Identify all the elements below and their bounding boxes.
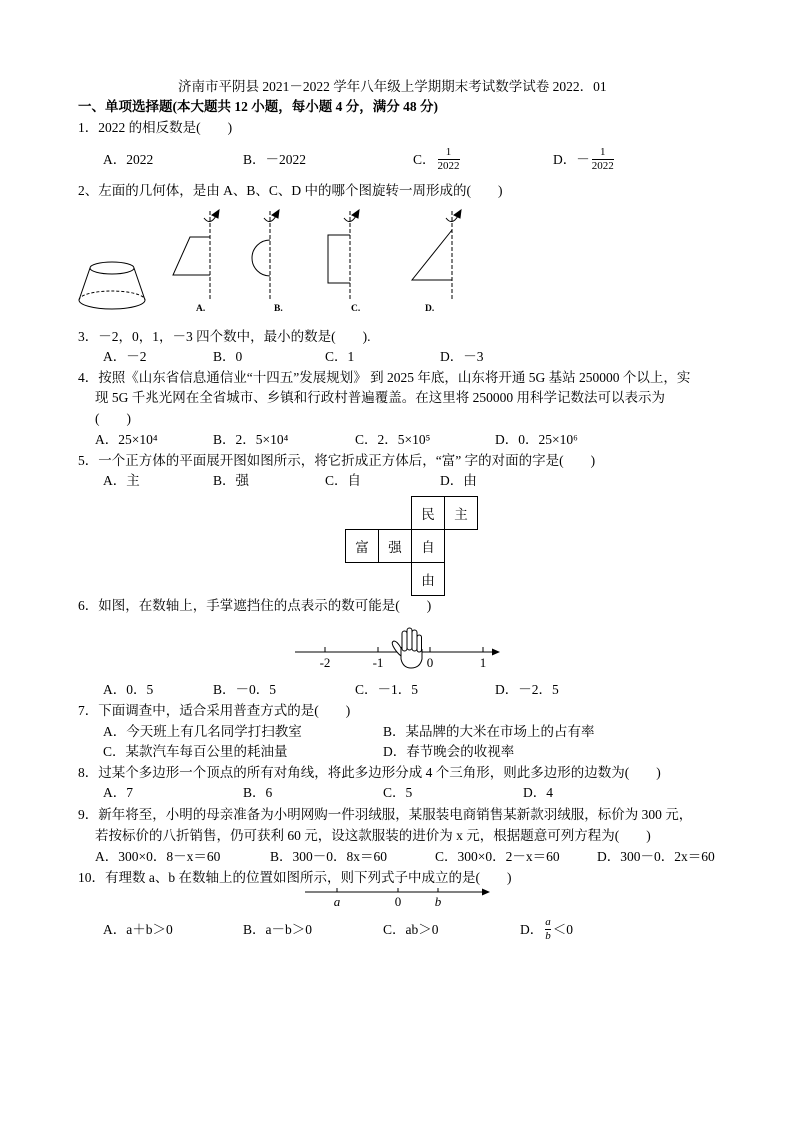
q6-option-c: C．－1．5	[355, 682, 419, 697]
frustum-right-side	[134, 268, 145, 300]
q5-stem: 5．一个正方体的平面展开图如图所示，将它折成正方体后，“富” 字的对面的字是( )	[78, 453, 596, 468]
point-label-b: b	[434, 894, 442, 909]
q3-option-c: C．1	[325, 349, 355, 364]
q7-stem: 7．下面调查中，适合采用普查方式的是( )	[78, 703, 351, 718]
figure-label-b: B.	[274, 304, 283, 314]
rotation-arrowhead-icon	[454, 210, 461, 218]
frustum-top-ellipse	[90, 262, 134, 274]
net-cell: 民	[411, 496, 445, 530]
q8-option-a: A．7	[103, 785, 133, 800]
q7-option-d: D．春节晚会的收视率	[383, 744, 515, 759]
q8-stem: 8．过某个多边形一个顶点的所有对角线，将此多边形分成 4 个三角形，则此多边形的边数为( )	[78, 765, 661, 780]
q1-stem: 1．2022 的相反数是( )	[78, 120, 233, 135]
q5-option-a: A．主	[103, 473, 140, 488]
q7-option-b: B．某品牌的大米在市场上的占有率	[383, 724, 595, 739]
net-cell: 强	[378, 529, 412, 563]
fraction-numerator: 1	[600, 146, 606, 158]
figure-a	[173, 210, 219, 314]
q5-option-b: B．强	[213, 473, 250, 488]
q1-option-a: A．2022	[103, 152, 154, 167]
fraction-denominator: b	[545, 930, 551, 942]
q6-option-b: B．－0．5	[213, 682, 277, 697]
fraction-denominator: 2022	[591, 160, 614, 172]
q9-stem-line-2: 若按标价的八折销售，仍可获利 60 元，设这款服装的进价为 x 元，根据题意可列方程为( )	[95, 828, 651, 843]
fraction	[592, 146, 614, 173]
q3-option-b: B．0	[213, 349, 243, 364]
q1-option-d	[553, 146, 616, 173]
q1-option-c	[413, 146, 462, 173]
hand-finger	[412, 630, 417, 651]
q9-option-a: A．300×0．8－x＝60	[95, 849, 221, 864]
net-cell: 由	[411, 562, 445, 596]
figure-label-d: D.	[425, 304, 435, 314]
q6-option-d: D．－2．5	[495, 682, 559, 697]
q5-option-c: C．自	[325, 473, 362, 488]
figure-label-a: A.	[196, 304, 206, 314]
net-cell: 富	[345, 529, 379, 563]
q4-option-c: C．2．5×10⁵	[355, 432, 431, 447]
rectangle-shape	[328, 235, 350, 283]
tick-label: -2	[319, 655, 331, 670]
q8-option-d: D．4	[523, 785, 553, 800]
rotation-arrowhead-icon	[352, 210, 359, 218]
q4-option-b: B．2．5×10⁴	[213, 432, 289, 447]
axis-arrowhead-icon	[492, 649, 500, 656]
section-heading: 一、单项选择题(本大题共 12 小题，每小题 4 分，满分 48 分)	[78, 99, 438, 114]
exam-title: 济南市平阴县 2021－2022 学年八年级上学期期末考试数学试卷 2022．01	[178, 79, 607, 94]
net-cell: 自	[411, 529, 445, 563]
q10-option-c: C．ab＞0	[383, 922, 439, 937]
figure-c	[328, 210, 360, 314]
origin-label: 0	[394, 894, 402, 909]
fraction-numerator: a	[545, 916, 551, 928]
q1-option-b: B．－2022	[243, 152, 307, 167]
q8-option-c: C．5	[383, 785, 413, 800]
hand-thumb	[392, 641, 401, 656]
q3-stem: 3．－2，0，1，－3 四个数中，最小的数是( ).	[78, 329, 371, 344]
q6-option-a: A．0．5	[103, 682, 154, 697]
point-label-a: a	[333, 894, 341, 909]
option-suffix: ＜0	[552, 921, 573, 937]
trapezoid-shape	[173, 237, 210, 275]
hand-icon	[392, 628, 422, 668]
triangle-shape	[412, 230, 452, 280]
fraction	[438, 146, 460, 173]
option-label: C．	[413, 151, 436, 167]
hand-finger	[402, 631, 407, 651]
fraction	[545, 916, 551, 943]
q7-option-c: C．某款汽车每百公里的耗油量	[103, 744, 288, 759]
q6-stem: 6．如图，在数轴上，手掌遮挡住的点表示的数可能是( )	[78, 598, 432, 613]
axis-arrowhead-icon	[482, 889, 490, 896]
q4-stem-line-1: 4．按照《山东省信息通信业“十四五”发展规划》 到 2025 年底，山东将开通 5G 基站 250000 个以上，实	[78, 370, 691, 385]
q2-figures	[70, 205, 470, 317]
q3-option-a: A．－2	[103, 349, 147, 364]
q5-option-d: D．由	[440, 473, 477, 488]
q10-number-line	[300, 882, 495, 910]
option-label: D．	[520, 921, 544, 937]
figure-d	[412, 210, 461, 314]
q9-option-d: D．300－0．2x＝60	[597, 849, 715, 864]
figure-b	[252, 210, 283, 314]
tick-label: 0	[426, 655, 434, 670]
fraction-numerator: 1	[445, 146, 452, 158]
hand-finger	[407, 628, 412, 650]
frustum-bottom-back-arc	[79, 291, 145, 300]
q10-option-b: B．a－b＞0	[243, 922, 312, 937]
q4-option-a: A．25×10⁴	[95, 432, 158, 447]
q9-stem-line-1: 9．新年将至，小明的母亲准备为小明网购一件羽绒服，某服装电商销售某新款羽绒服，标价为 300 元，	[78, 807, 693, 822]
q4-stem-line-2: 现 5G 千兆光网在全省城市、乡镇和行政村普遍覆盖。在这里将 250000 用科学记数法可以表示为	[95, 390, 665, 405]
q9-option-b: B．300－0．8x＝60	[270, 849, 388, 864]
semicircle-shape	[252, 240, 270, 276]
q4-option-d: D．0．25×10⁶	[495, 432, 578, 447]
q6-number-line	[290, 625, 505, 673]
rotation-arrowhead-icon	[212, 210, 219, 218]
q2-stem: 2、左面的几何体，是由 A、B、C、D 中的哪个图旋转一周形成的( )	[78, 183, 503, 198]
q7-option-a: A．今天班上有几名同学打扫教室	[103, 724, 302, 739]
q3-option-d: D．－3	[440, 349, 484, 364]
frustum-solid	[79, 262, 145, 309]
tick-label: -1	[372, 655, 384, 670]
hand-finger	[417, 635, 422, 652]
q8-option-b: B．6	[243, 785, 273, 800]
frustum-bottom-front-arc	[79, 300, 145, 309]
net-cell: 主	[444, 496, 478, 530]
figure-label-c: C.	[351, 304, 361, 314]
q9-option-c: C．300×0．2－x＝60	[435, 849, 560, 864]
fraction-denominator: 2022	[437, 160, 460, 172]
rotation-arrowhead-icon	[272, 210, 279, 218]
q10-option-d	[520, 916, 573, 943]
q10-stem: 10．有理数 a、b 在数轴上的位置如图所示，则下列式子中成立的是( )	[78, 870, 512, 885]
q4-stem-line-3: ( )	[95, 411, 131, 426]
option-label: D．－	[553, 151, 590, 167]
tick-label: 1	[479, 655, 487, 670]
q10-option-a: A．a＋b＞0	[103, 922, 173, 937]
